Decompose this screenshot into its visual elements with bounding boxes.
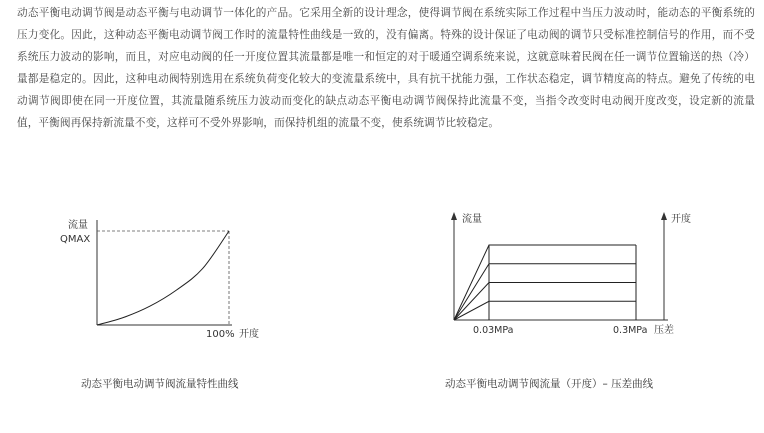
chart2-tick-label-0.03: 0.03MPa <box>473 325 514 336</box>
chart1-caption: 动态平衡电动调节阀流量特性曲线 <box>81 378 239 390</box>
chart2-caption: 动态平衡电动调节阀流量（开度）– 压差曲线 <box>445 378 654 390</box>
chart1-x-max-label: 100% <box>206 329 235 340</box>
chart1-x-label: 开度 <box>239 329 259 340</box>
description-paragraph: 动态平衡电动调节阀是动态平衡与电动调节一体化的产品。它采用全新的设计理念，使得调节阀在系统实际工作过程中当压力波动时，能动态的平衡系统的压力变化。因此，这种动态平衡电动调节阀工作时的流量特性曲线是一致的，没有偏离。特殊的设计保证了电动阀的调节只受标准控制信号的作用，而不受系统压力波动的影响，而且，对应电动阀的任一开度位置其流量都是唯一和恒定的对于暖通空调系统来说，这就意味着民阀在任一调节位置输送的热（冷）量都是稳定的。因此，这种电动阀特别选用在系统负荷变化较大的变流量系统中，具有抗干扰能力强，工作状态稳定，调节精度高的特点。避免了传统的电动调节阀即使在同一开度位置，其流量随系统压力波动而变化的缺点动态平衡电动调节阀保持此流量不变，当指令改变时电动阀开度改变，设定新的流量值，平衡阀再保持新流量不变，这样可不受外界影响，而保持机组的流量不变，使系统调节比较稳定。 <box>17 7 755 129</box>
chart2-series-line-2 <box>454 264 636 320</box>
chart2-y2-label: 开度 <box>671 214 691 225</box>
chart2-y-label: 流量 <box>462 214 482 225</box>
chart1-qmax-label: QMAX <box>60 234 91 245</box>
chart2-tick-label-0.3: 0.3MPa <box>613 325 648 336</box>
chart2-y-arrow <box>451 212 457 220</box>
chart2-right-arrow <box>661 212 667 220</box>
chart2-x-label: 压差 <box>654 325 674 336</box>
chart2-series-line-4 <box>454 301 636 320</box>
chart1-y-label: 流量 <box>68 220 88 231</box>
